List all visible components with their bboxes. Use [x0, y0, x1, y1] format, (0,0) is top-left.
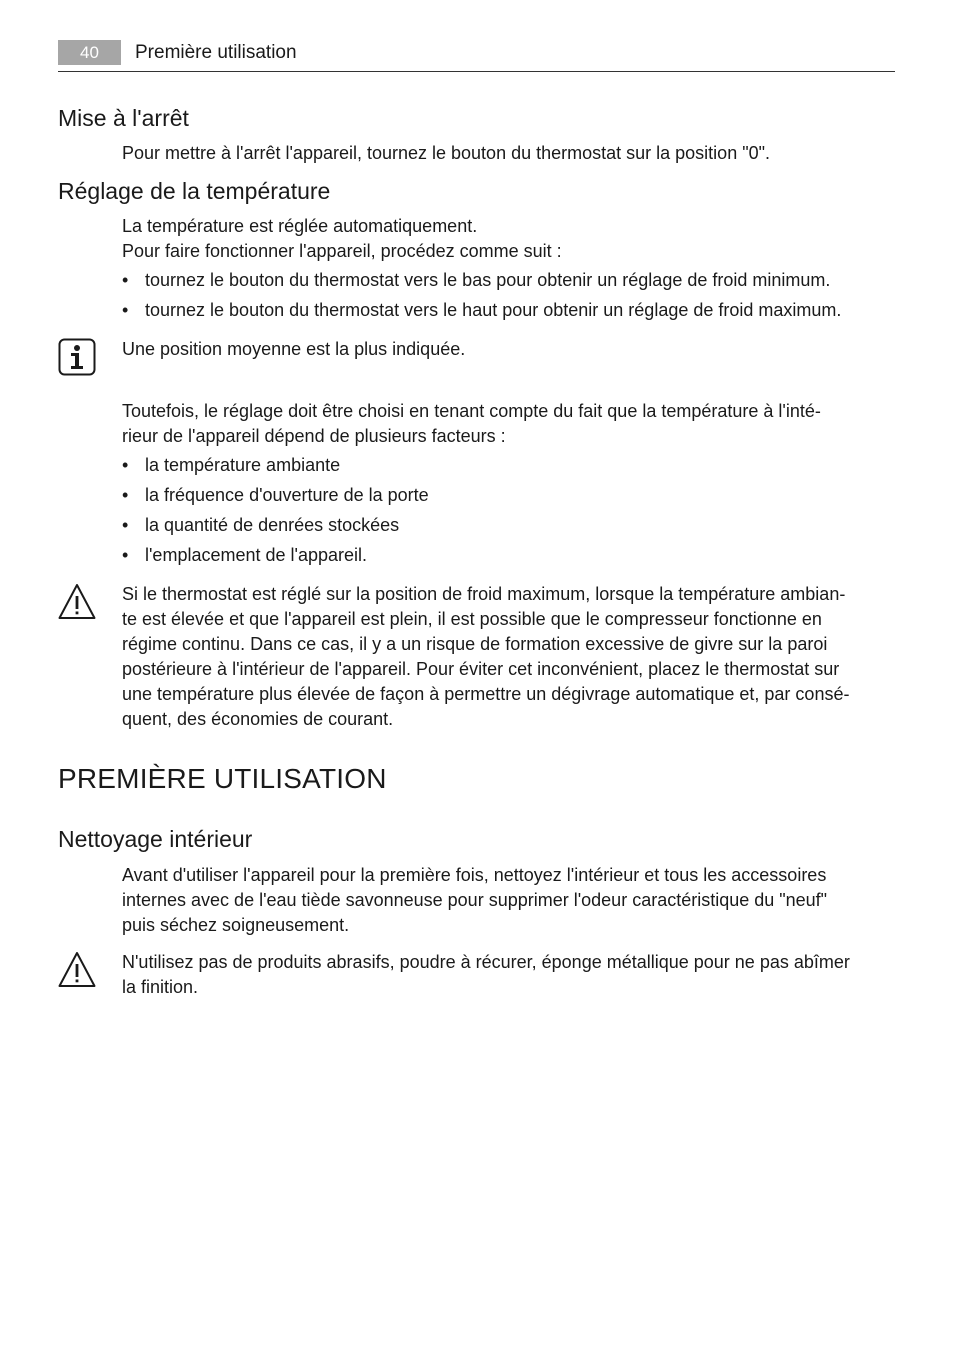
warning-line: la finition.	[122, 977, 199, 997]
page-header	[58, 40, 895, 72]
heading-nettoyage: Nettoyage intérieur	[58, 826, 253, 852]
factors-intro-1: Toutefois, le réglage doit être choisi en tenant compte du fait que la température à l'inté-	[122, 401, 821, 421]
bullet-dot: •	[122, 270, 129, 290]
list-item-text: l'emplacement de l'appareil.	[145, 545, 367, 565]
warning-line: postérieure à l'intérieur de l'appareil. Pour éviter cet inconvénient, placez le thermostat sur	[122, 659, 840, 679]
section-title: PREMIÈRE UTILISATION	[58, 763, 387, 794]
nettoyage-line: puis séchez soigneusement.	[122, 915, 350, 935]
nettoyage-line: Avant d'utiliser l'appareil pour la première fois, nettoyez l'intérieur et tous les accessoires	[122, 865, 827, 885]
reglage-line-1: La température est réglée automatiquement.	[122, 216, 478, 236]
list-item-text: la température ambiante	[145, 455, 341, 475]
page-number: 40	[58, 40, 121, 65]
warning-line: N'utilisez pas de produits abrasifs, poudre à récurer, éponge métallique pour ne pas abîmer	[122, 952, 850, 972]
bullet-dot: •	[122, 515, 129, 535]
warning-triangle-icon	[58, 951, 96, 989]
bullet-dot: •	[122, 455, 129, 475]
warning-triangle-icon	[58, 583, 96, 621]
list-item-text: tournez le bouton du thermostat vers le haut pour obtenir un réglage de froid maximum.	[145, 300, 842, 320]
mise-arret-text: Pour mettre à l'arrêt l'appareil, tournez le bouton du thermostat sur la position "0".	[122, 143, 770, 163]
list-item-text: la fréquence d'ouverture de la porte	[145, 485, 429, 505]
warning-line: régime continu. Dans ce cas, il y a un risque de formation excessive de givre sur la paroi	[122, 634, 828, 654]
reglage-line-2: Pour faire fonctionner l'appareil, procédez comme suit :	[122, 241, 562, 261]
bullet-dot: •	[122, 485, 129, 505]
bullet-dot: •	[122, 545, 129, 565]
list-item-text: tournez le bouton du thermostat vers le bas pour obtenir un réglage de froid minimum.	[145, 270, 831, 290]
nettoyage-line: internes avec de l'eau tiède savonneuse pour supprimer l'odeur caractéristique du "neuf"	[122, 890, 828, 910]
heading-mise-arret: Mise à l'arrêt	[58, 105, 189, 131]
warning-line: une température plus élevée de façon à permettre un dégivrage automatique et, par consé-	[122, 684, 850, 704]
warning-line: te est élevée et que l'appareil est plein, il est possible que le compresseur fonctionne en	[122, 609, 822, 629]
warning-line: Si le thermostat est réglé sur la position de froid maximum, lorsque la température ambian-	[122, 584, 846, 604]
info-note-text: Une position moyenne est la plus indiquée.	[122, 339, 466, 359]
running-title: Première utilisation	[135, 42, 297, 63]
info-icon	[58, 338, 96, 376]
factors-intro-2: rieur de l'appareil dépend de plusieurs facteurs :	[122, 426, 506, 446]
list-item-text: la quantité de denrées stockées	[145, 515, 400, 535]
bullet-dot: •	[122, 300, 129, 320]
warning-line: quent, des économies de courant.	[122, 709, 394, 729]
heading-reglage: Réglage de la température	[58, 178, 331, 204]
